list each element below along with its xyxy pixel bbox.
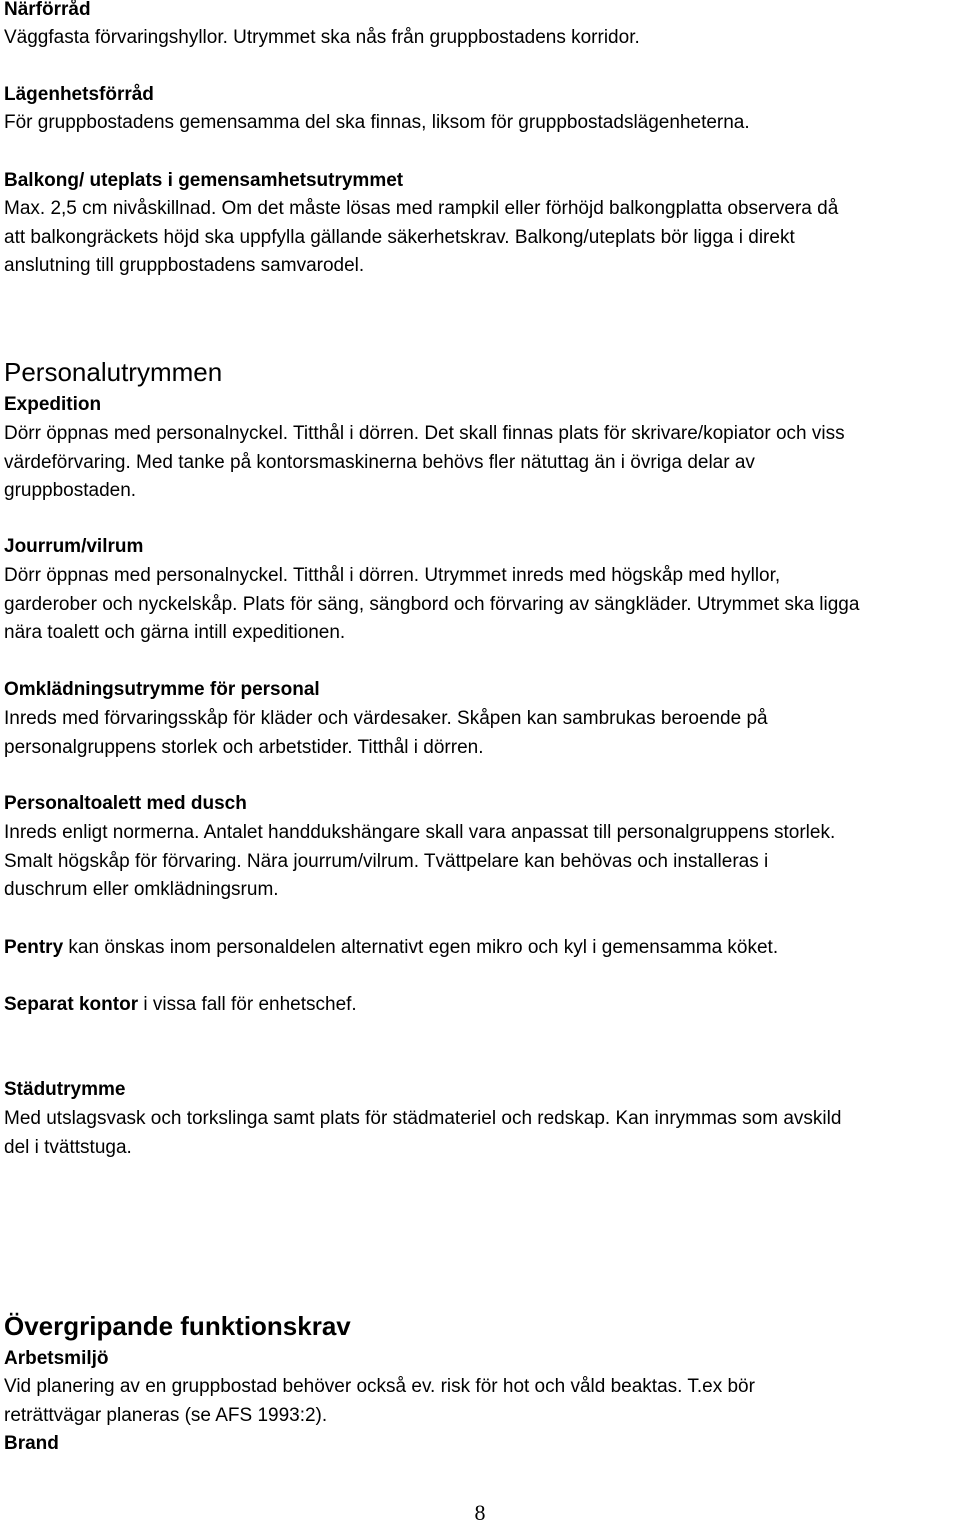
text-line: Dörr öppnas med personalnyckel. Titthål i dörren. Utrymmet inreds med högskåp med hyllor, [4, 565, 781, 586]
text-line: gruppbostaden. [4, 480, 137, 501]
text-line: duschrum eller omklädningsrum. [4, 879, 279, 900]
text-line: att balkongräckets höjd ska uppfylla gällande säkerhetskrav. Balkong/uteplats bör ligga i direkt [4, 226, 795, 248]
text-line: del i tvättstuga. [4, 1136, 132, 1158]
heading-brand: Brand [4, 1433, 59, 1454]
heading-stadutrymme: Städutrymme [4, 1079, 126, 1100]
text-pentry [4, 934, 960, 963]
kontor-label: Separat kontor [4, 994, 139, 1015]
text-line: Smalt högskåp för förvaring. Nära jourrum/vilrum. Tvättpelare kan behövas och installeras i [4, 850, 769, 872]
heading-personaltoalett: Personaltoalett med dusch [4, 793, 247, 814]
heading-omkladningsutrymme: Omklädningsutrymme för personal [4, 679, 320, 700]
text-personaltoalett [4, 819, 960, 905]
text-line: Inreds med förvaringsskåp för kläder och värdesaker. Skåpen kan sambrukas beroende på [4, 708, 768, 729]
text-line [4, 991, 960, 1020]
text-expedition [4, 420, 960, 506]
text-line: Väggfasta förvaringshyllor. Utrymmet ska nås från gruppbostadens korridor. [4, 27, 640, 48]
text-lagenhetsforrad [4, 109, 960, 138]
heading-narforrad: Närförråd [4, 0, 91, 20]
text-jourrum [4, 562, 960, 648]
text-stadutrymme [4, 1105, 960, 1162]
text-line: värdeförvaring. Med tanke på kontorsmaskinerna behövs fler nätuttag än i övriga delar av [4, 451, 755, 473]
text-line: Vid planering av en gruppbostad behöver också ev. risk för hot och våld beaktas. T.ex bör [4, 1376, 755, 1397]
text-omkladningsutrymme [4, 705, 960, 762]
text-line: anslutning till gruppbostadens samvarodel. [4, 255, 365, 276]
section-title-overgripande: Övergripande funktionskrav [4, 1311, 351, 1341]
text-narforrad [4, 24, 960, 53]
heading-lagenhetsforrad: Lägenhetsförråd [4, 84, 154, 105]
text-separat-kontor [4, 991, 960, 1020]
text-line: Dörr öppnas med personalnyckel. Titthål i dörren. Det skall finnas plats för skrivare/kopiator och viss [4, 423, 845, 444]
text-line: nära toalett och gärna intill expeditionen. [4, 622, 346, 643]
text-arbetsmiljo [4, 1373, 960, 1430]
text-line: reträttvägar planeras (se AFS 1993:2). [4, 1404, 328, 1426]
section-title-personalutrymmen: Personalutrymmen [4, 357, 223, 387]
text-line: personalgruppens storlek och arbetstider. Titthål i dörren. [4, 736, 484, 758]
text-line: För gruppbostadens gemensamma del ska finnas, liksom för gruppbostadslägenheterna. [4, 112, 750, 133]
heading-arbetsmiljo: Arbetsmiljö [4, 1348, 109, 1369]
heading-jourrum: Jourrum/vilrum [4, 536, 144, 557]
text-line: garderober och nyckelskåp. Plats för säng, sängbord och förvaring av sängkläder. Utrymmet ska ligga [4, 593, 860, 615]
pentry-text: kan önskas inom personaldelen alternativt egen mikro och kyl i gemensamma köket. [63, 937, 779, 958]
text-line [4, 934, 960, 963]
page-number: 8 [474, 1500, 486, 1525]
text-line: Med utslagsvask och torkslinga samt plats för städmateriel och redskap. Kan inrymmas som avskild [4, 1108, 842, 1129]
text-line: Inreds enligt normerna. Antalet handdukshängare skall vara anpassat till personalgruppens storlek. [4, 822, 836, 843]
text-line: Max. 2,5 cm nivåskillnad. Om det måste lösas med rampkil eller förhöjd balkongplatta observera då [4, 198, 839, 219]
heading-balkong: Balkong/ uteplats i gemensamhetsutrymmet [4, 170, 404, 191]
heading-expedition: Expedition [4, 394, 102, 415]
pentry-label: Pentry [4, 937, 64, 958]
text-balkong [4, 195, 960, 281]
kontor-text: i vissa fall för enhetschef. [138, 994, 357, 1015]
